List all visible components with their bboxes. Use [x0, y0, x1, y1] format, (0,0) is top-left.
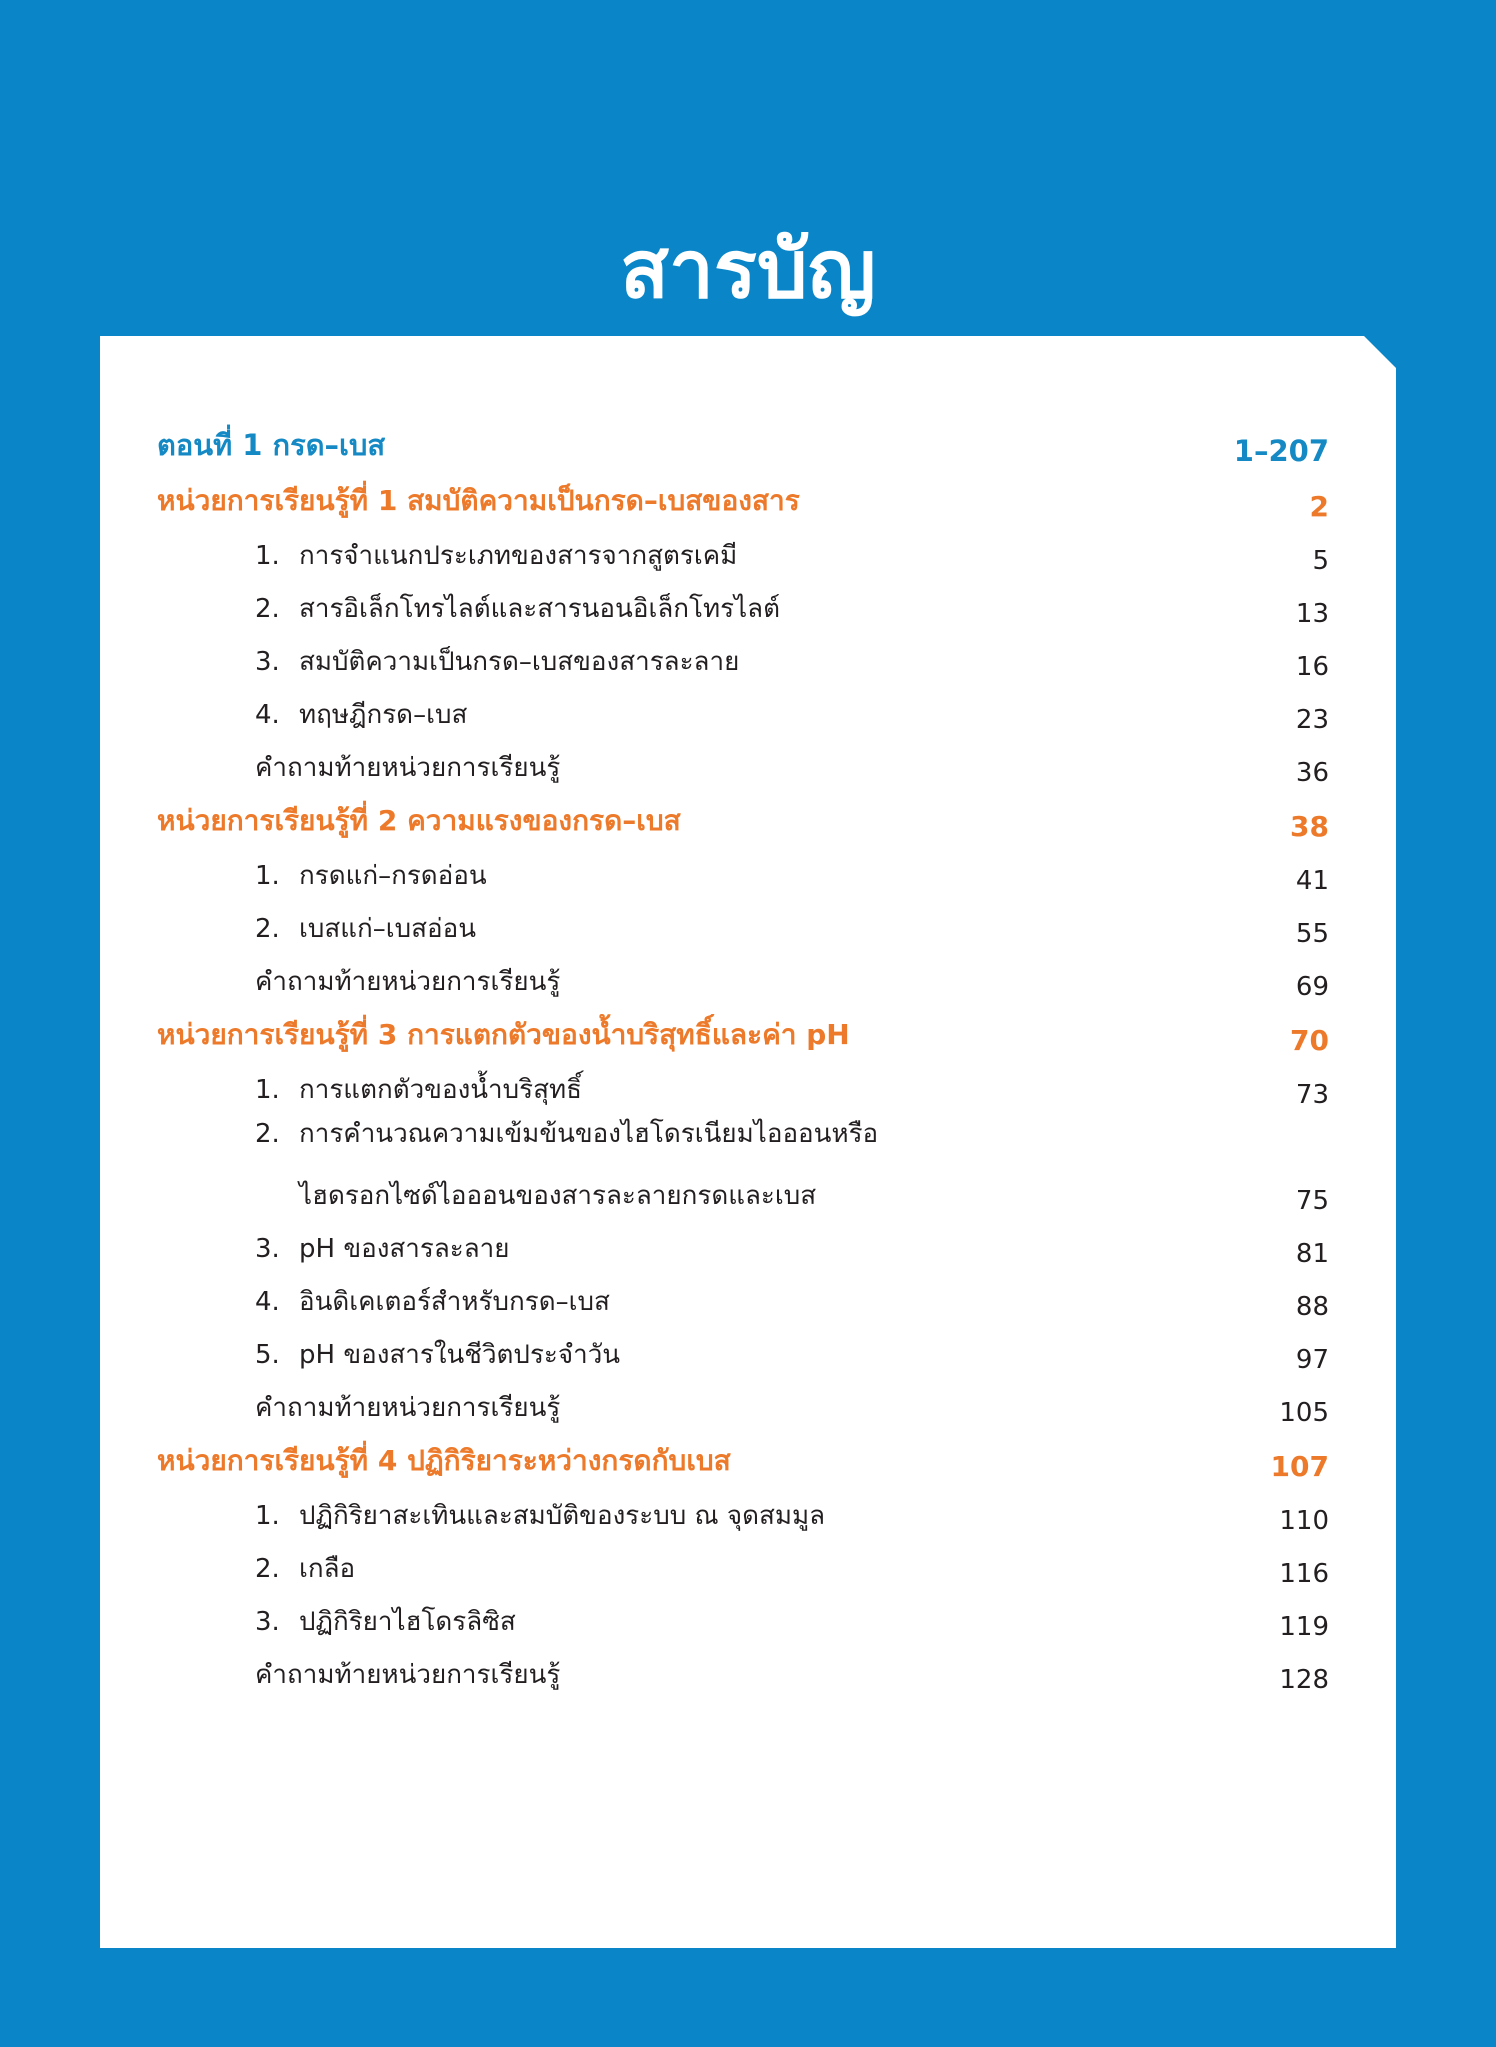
item-number: 1. — [255, 861, 280, 891]
item-page: 5 — [1312, 546, 1329, 576]
toc-item[interactable] — [157, 1269, 1329, 1322]
unit-title: หน่วยการเรียนรู้ที่ 4 ปฏิกิริยาระหว่างกรดกับเบส — [157, 1444, 731, 1477]
item-number: 2. — [255, 1119, 280, 1149]
item-text-continued: ไฮดรอกไซด์ไอออนของสารละลายกรดและเบส — [299, 1181, 817, 1211]
item-text: การแตกตัวของน้ำบริสุทธิ์ — [299, 1075, 582, 1105]
toc-questions[interactable] — [157, 1642, 1329, 1695]
item-text: สมบัติความเป็นกรด–เบสของสารละลาย — [299, 647, 740, 677]
item-page: 23 — [1295, 705, 1329, 735]
questions-page: 69 — [1295, 972, 1329, 1002]
part-pages: 1–207 — [1233, 434, 1329, 468]
item-number: 3. — [255, 1607, 280, 1637]
toc-item[interactable] — [157, 896, 1329, 949]
toc-item[interactable] — [157, 1483, 1329, 1536]
toc-unit-3[interactable] — [157, 1002, 1329, 1057]
toc-item[interactable] — [157, 1057, 1329, 1110]
toc-questions[interactable] — [157, 949, 1329, 1002]
item-text: เบสแก่–เบสอ่อน — [299, 914, 477, 944]
unit-title: หน่วยการเรียนรู้ที่ 1 สมบัติความเป็นกรด–เบสของสาร — [157, 484, 800, 517]
questions-text: คำถามท้ายหน่วยการเรียนรู้ — [255, 967, 561, 997]
item-number: 4. — [255, 700, 280, 730]
item-number: 3. — [255, 647, 280, 677]
toc-item[interactable] — [157, 629, 1329, 682]
toc-item[interactable] — [157, 1216, 1329, 1269]
item-page: 16 — [1295, 652, 1329, 682]
item-number: 1. — [255, 1075, 280, 1105]
item-page: 88 — [1295, 1292, 1329, 1322]
questions-page: 36 — [1295, 758, 1329, 788]
item-text: ปฏิกิริยาสะเทินและสมบัติของระบบ ณ จุดสมมูล — [299, 1501, 826, 1531]
item-page: 116 — [1279, 1559, 1329, 1589]
table-of-contents — [157, 410, 1329, 1695]
toc-item[interactable] — [157, 1536, 1329, 1589]
item-number: 1. — [255, 1501, 280, 1531]
item-text: pH ของสารในชีวิตประจำวัน — [299, 1340, 621, 1370]
questions-text: คำถามท้ายหน่วยการเรียนรู้ — [255, 753, 561, 783]
toc-item[interactable] — [157, 843, 1329, 896]
unit-title: หน่วยการเรียนรู้ที่ 3 การแตกตัวของน้ำบริสุทธิ์และค่า pH — [157, 1018, 850, 1051]
toc-item[interactable] — [157, 576, 1329, 629]
item-text: ปฏิกิริยาไฮโดรลิซิส — [299, 1607, 516, 1637]
item-number: 2. — [255, 1554, 280, 1584]
questions-page: 128 — [1279, 1665, 1329, 1695]
item-text: การคำนวณความเข้มข้นของไฮโดรเนียมไอออนหรือ — [299, 1119, 879, 1149]
item-number: 2. — [255, 594, 280, 624]
unit-page: 2 — [1309, 490, 1329, 523]
part-label: ตอนที่ 1 กรด–เบส — [157, 428, 386, 462]
item-number: 4. — [255, 1287, 280, 1317]
page-title: สารบัญ — [620, 223, 876, 316]
item-text: อินดิเคเตอร์สำหรับกรด–เบส — [299, 1287, 610, 1317]
toc-item[interactable] — [157, 523, 1329, 576]
item-text: การจำแนกประเภทของสารจากสูตรเคมี — [299, 541, 738, 571]
toc-item[interactable] — [157, 1322, 1329, 1375]
item-page: 13 — [1295, 599, 1329, 629]
toc-item[interactable] — [157, 682, 1329, 735]
item-text: เกลือ — [299, 1554, 356, 1584]
item-number: 5. — [255, 1340, 280, 1370]
item-text: ทฤษฎีกรด–เบส — [299, 700, 468, 730]
unit-title: หน่วยการเรียนรู้ที่ 2 ความแรงของกรด–เบส — [157, 804, 681, 837]
item-page: 110 — [1279, 1506, 1329, 1536]
item-page: 55 — [1295, 919, 1329, 949]
questions-page: 105 — [1279, 1398, 1329, 1428]
item-number: 1. — [255, 541, 280, 571]
toc-unit-4[interactable] — [157, 1428, 1329, 1483]
unit-page: 70 — [1290, 1024, 1329, 1057]
toc-unit-1[interactable] — [157, 468, 1329, 523]
item-page: 81 — [1295, 1239, 1329, 1269]
toc-questions[interactable] — [157, 735, 1329, 788]
item-text: pH ของสารละลาย — [299, 1234, 510, 1264]
questions-text: คำถามท้ายหน่วยการเรียนรู้ — [255, 1393, 561, 1423]
item-page: 97 — [1295, 1345, 1329, 1375]
questions-text: คำถามท้ายหน่วยการเรียนรู้ — [255, 1660, 561, 1690]
toc-unit-2[interactable] — [157, 788, 1329, 843]
item-text: กรดแก่–กรดอ่อน — [299, 861, 487, 891]
item-page: 41 — [1295, 866, 1329, 896]
item-number: 2. — [255, 914, 280, 944]
toc-item[interactable] — [157, 1110, 1329, 1216]
item-text: สารอิเล็กโทรไลต์และสารนอนอิเล็กโทรไลต์ — [299, 594, 780, 624]
item-page: 73 — [1295, 1080, 1329, 1110]
item-page: 75 — [1295, 1186, 1329, 1216]
toc-item[interactable] — [157, 1589, 1329, 1642]
toc-part-1[interactable] — [157, 410, 1329, 468]
item-page: 119 — [1279, 1612, 1329, 1642]
unit-page: 107 — [1270, 1450, 1329, 1483]
toc-questions[interactable] — [157, 1375, 1329, 1428]
item-number: 3. — [255, 1234, 280, 1264]
unit-page: 38 — [1290, 810, 1329, 843]
